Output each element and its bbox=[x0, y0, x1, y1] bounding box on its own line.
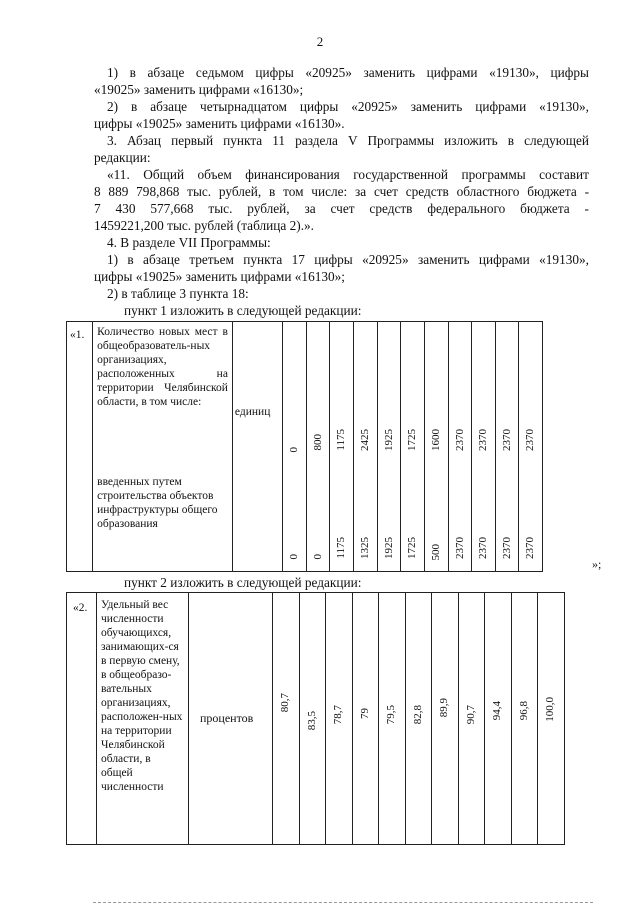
value-cell bbox=[273, 593, 300, 845]
paragraph-line: 3. Абзац первый пункта 11 раздела V Программы изложить в следующей bbox=[107, 133, 589, 148]
value-main: 800 bbox=[311, 434, 324, 451]
value-cell bbox=[405, 593, 432, 845]
value-cell bbox=[424, 322, 448, 572]
paragraph-line: 4. В разделе VII Программы: bbox=[107, 235, 271, 250]
value-cell bbox=[458, 593, 485, 845]
value-sub: 1925 bbox=[382, 537, 395, 559]
value-sub: 2370 bbox=[524, 537, 537, 559]
value-main: 2370 bbox=[524, 429, 537, 451]
page-number: 2 bbox=[316, 34, 324, 49]
value-cell bbox=[354, 322, 378, 572]
value-sub: 2370 bbox=[477, 537, 490, 559]
value-cell bbox=[306, 322, 330, 572]
value-main: 2370 bbox=[453, 429, 466, 451]
indicator-label: Удельный вес численности обучающихся, занимающих-ся в первую смену, в общеобразо-вательных организациях, расположен-ных на территории Челябинской области, в общей численности bbox=[97, 593, 189, 845]
value-cell bbox=[326, 593, 353, 845]
item-number: «1. bbox=[67, 322, 93, 572]
blank-cell bbox=[564, 593, 594, 845]
value-sub: 2370 bbox=[453, 537, 466, 559]
value-sub: 0 bbox=[311, 554, 324, 560]
value: 100,0 bbox=[544, 697, 556, 722]
indicator-label-cell bbox=[93, 322, 233, 572]
value-main: 2370 bbox=[500, 429, 513, 451]
paragraph-line: цифры «19025» заменить цифрами «16130». bbox=[94, 116, 345, 131]
value-sub: 1725 bbox=[406, 537, 419, 559]
unit-cell bbox=[189, 593, 273, 845]
unit-label: единиц bbox=[234, 405, 271, 418]
blank-cell bbox=[543, 322, 593, 572]
value-main: 0 bbox=[288, 447, 301, 453]
value: 89,9 bbox=[438, 698, 450, 718]
paragraph-line: «19025» заменить цифрами «16130»; bbox=[94, 82, 304, 97]
value-sub: 0 bbox=[288, 554, 301, 560]
value-cell bbox=[448, 322, 472, 572]
page-bottom-divider bbox=[93, 902, 593, 903]
paragraph-line: редакции: bbox=[94, 150, 151, 165]
value-main: 1925 bbox=[382, 429, 395, 451]
value: 90,7 bbox=[464, 705, 477, 725]
value-main: 1175 bbox=[335, 429, 348, 451]
value-cell bbox=[401, 322, 425, 572]
value-main: 1600 bbox=[429, 429, 442, 451]
value-sub: 2370 bbox=[500, 537, 513, 559]
value-cell bbox=[472, 322, 496, 572]
value-cell bbox=[330, 322, 354, 572]
value-cell bbox=[495, 322, 519, 572]
paragraph-line: 7 430 577,668 тыс. рублей, за счет средств федерального бюджета - bbox=[94, 201, 589, 216]
value-sub: 1175 bbox=[335, 537, 348, 559]
value-cell bbox=[379, 593, 406, 845]
closing-mark: »; bbox=[592, 557, 602, 571]
paragraph-line: 2) в таблице 3 пункта 18: bbox=[107, 286, 249, 301]
value: 96,8 bbox=[517, 701, 530, 721]
paragraph-line: 8 889 798,868 тыс. рублей, в том числе: за счет средств областного бюджета - bbox=[94, 184, 589, 199]
table-item-2 bbox=[66, 592, 594, 845]
paragraph-line: 1) в абзаце третьем пункта 17 цифры «20925» заменить цифрами «19130», bbox=[107, 252, 589, 267]
value: 79,5 bbox=[385, 705, 397, 725]
value-cell bbox=[377, 322, 401, 572]
paragraph-line: цифры «19025» заменить цифрами «16130»; bbox=[94, 269, 346, 284]
unit-label: процентов bbox=[200, 711, 254, 725]
value: 94,4 bbox=[491, 701, 503, 721]
value: 82,8 bbox=[411, 705, 424, 725]
paragraph-line: 1) в абзаце седьмом цифры «20925» заменить цифрами «19130», цифры bbox=[107, 65, 589, 80]
value-cell bbox=[538, 593, 565, 845]
value-cell bbox=[283, 322, 307, 572]
paragraph-line: 2) в абзаце четырнадцатом цифры «20925» заменить цифрами «19130», bbox=[107, 99, 589, 114]
paragraph-line: 1459221,200 тыс. рублей (таблица 2).». bbox=[94, 218, 314, 233]
value-cell bbox=[485, 593, 512, 845]
value-cell bbox=[511, 593, 538, 845]
indicator-sublabel: введенных путем строительства объектов инфраструктуры общего образования bbox=[97, 476, 218, 530]
value: 80,7 bbox=[279, 693, 291, 713]
value-cell bbox=[519, 322, 543, 572]
value-cell bbox=[352, 593, 379, 845]
value-main: 1725 bbox=[406, 429, 419, 451]
value: 83,5 bbox=[305, 711, 318, 731]
value-cell bbox=[432, 593, 459, 845]
paragraph-line: пункт 1 изложить в следующей редакции: bbox=[124, 303, 362, 318]
indicator-label: Количество новых мест в общеобразователь-ных организациях, расположенных на территории Челябинской области, в том числе: bbox=[97, 326, 228, 408]
value-main: 2425 bbox=[359, 429, 372, 451]
value: 79 bbox=[358, 708, 371, 719]
item-number: «2. bbox=[67, 593, 97, 845]
value-sub: 500 bbox=[429, 544, 442, 561]
value-main: 2370 bbox=[477, 429, 490, 451]
value-cell bbox=[299, 593, 326, 845]
value: 78,7 bbox=[332, 705, 344, 725]
value-sub: 1325 bbox=[359, 537, 372, 559]
unit-cell bbox=[232, 322, 282, 572]
paragraph-line: «11. Общий объем финансирования государственной программы составит bbox=[107, 167, 589, 182]
table-item-1 bbox=[66, 321, 593, 572]
paragraph-line: пункт 2 изложить в следующей редакции: bbox=[124, 575, 362, 590]
